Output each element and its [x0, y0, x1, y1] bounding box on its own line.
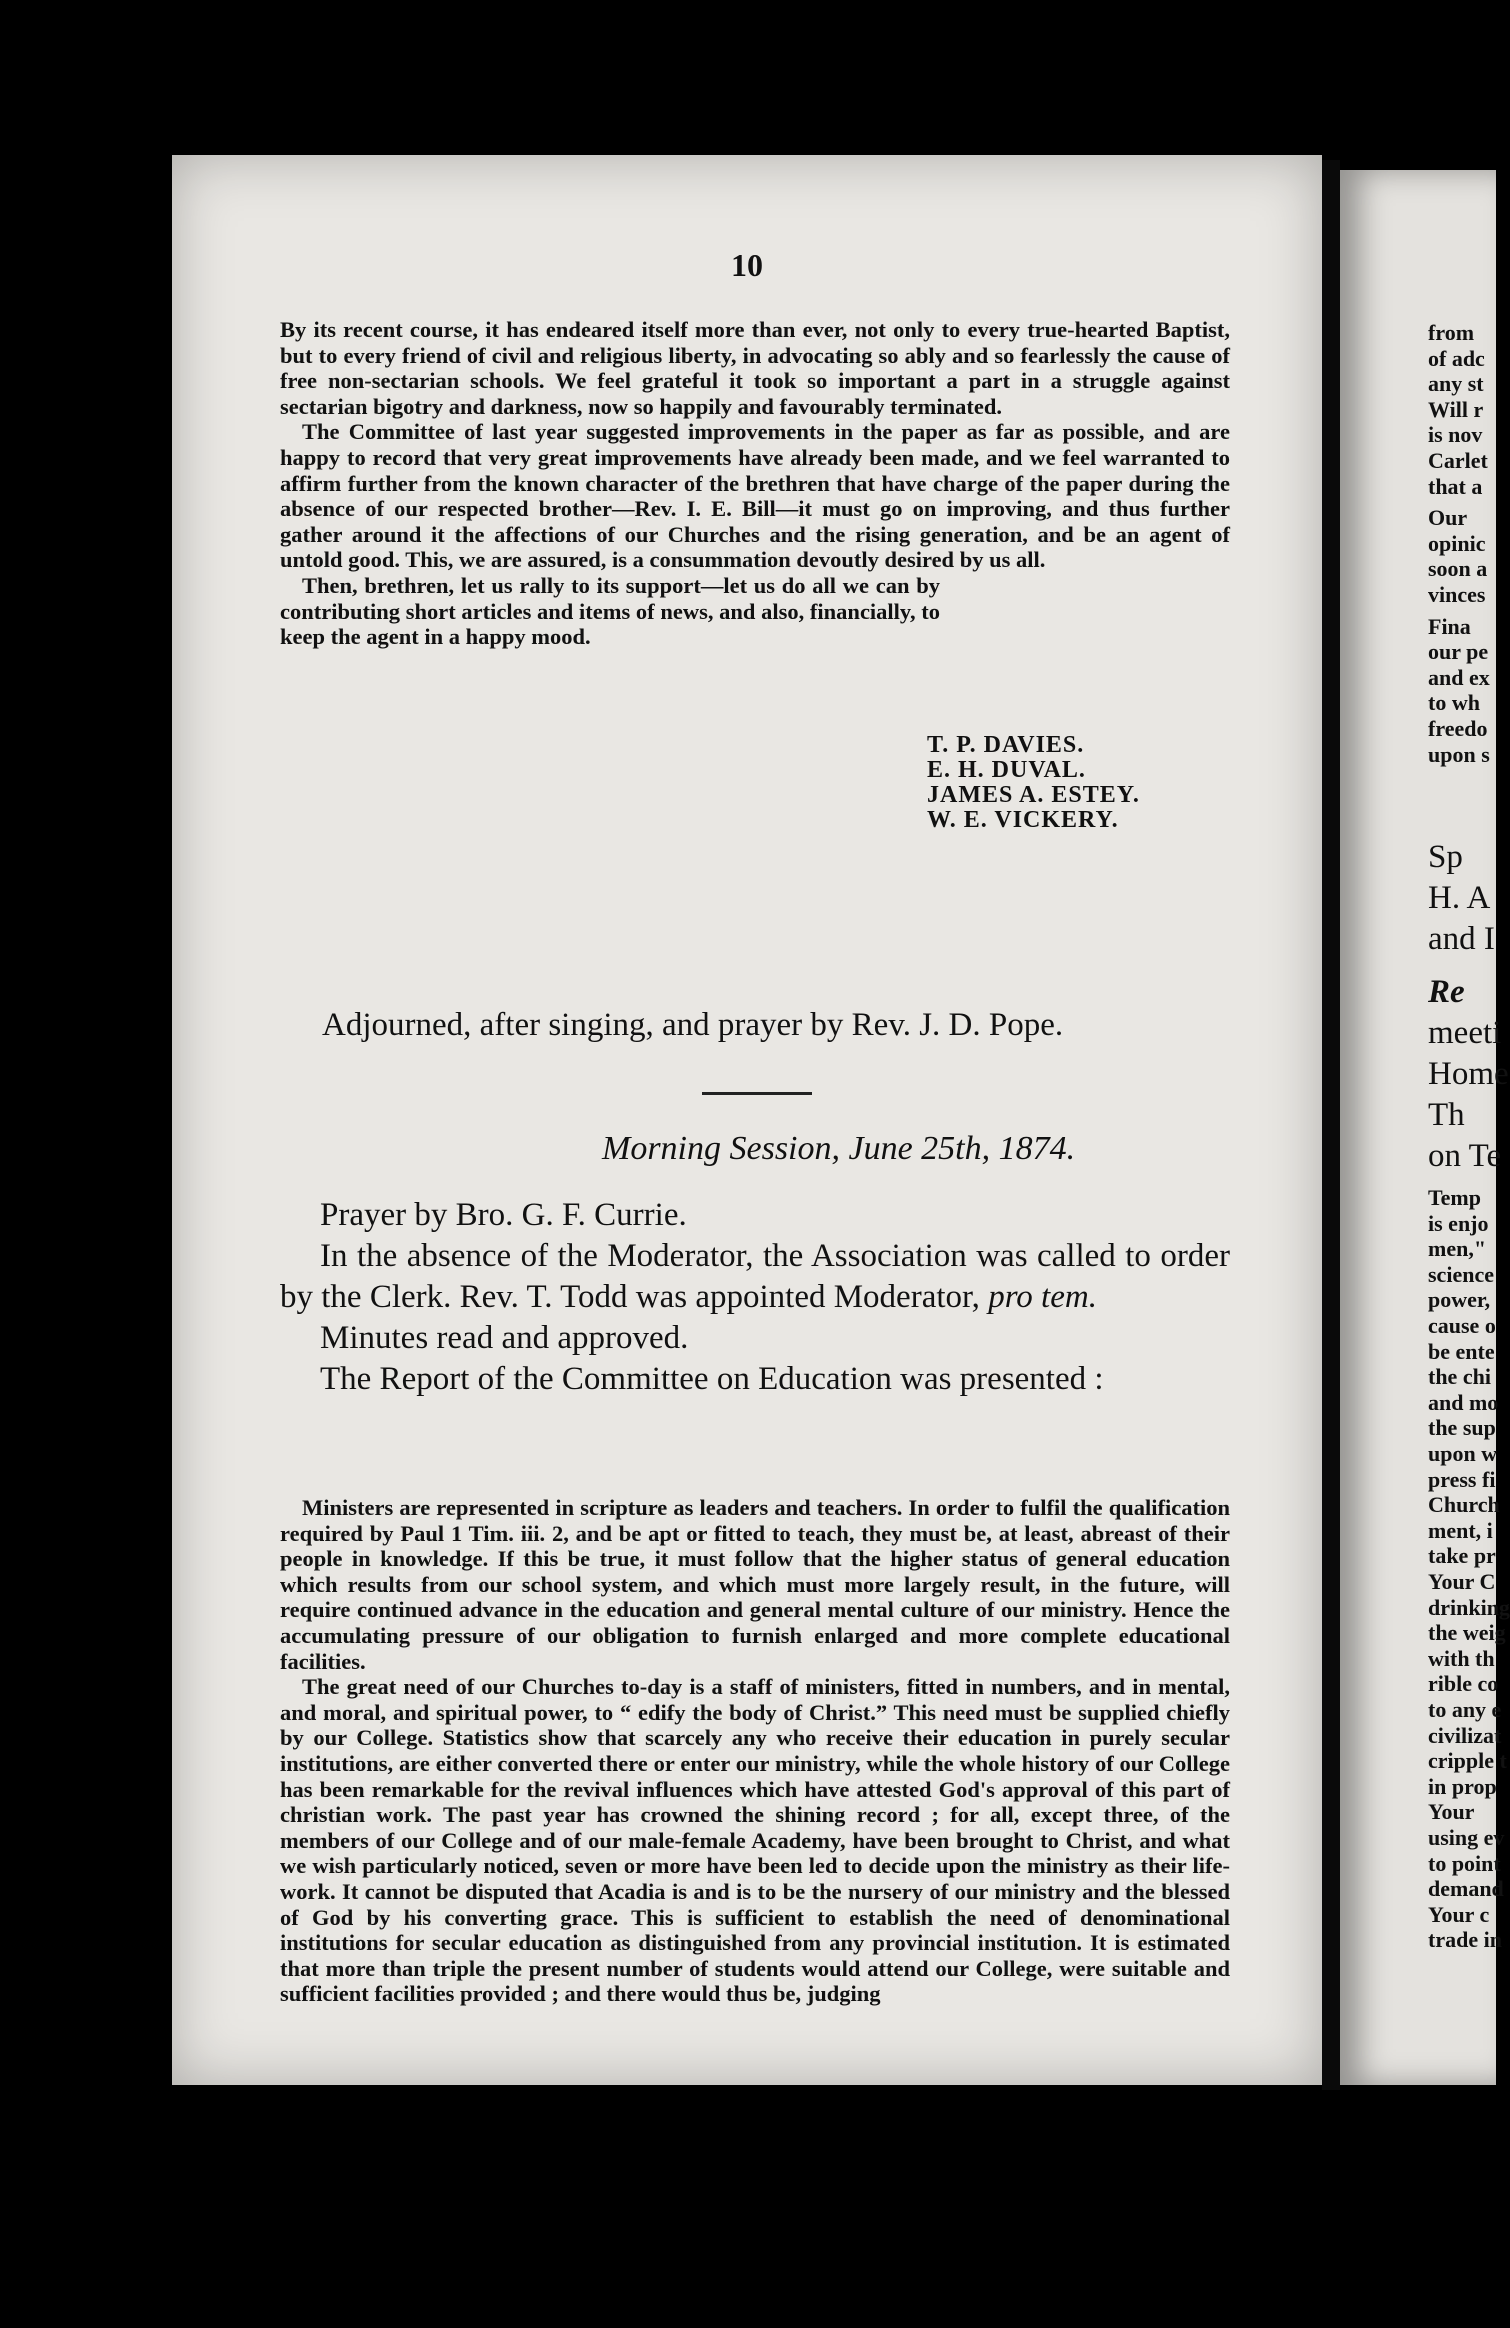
right-fragment-heading [1428, 837, 1510, 960]
education-paragraph: Ministers are represented in scripture as leaders and teachers. In order to fulfil the qualification required by Paul 1 Tim. iii. 2, and be apt or fitted to teach, they must be, at least, abreast of their people in knowledge. If this be true, it must follow that the higher status of general education which results from our school system, and which must more largely result, in the future, will require continued advance in the education and general mental culture of our ministry. Hence the accumulating pressure of our obligation to furnish enlarged and more complete educational facilities. [280, 1495, 1230, 1674]
right-fragment-line: Carlet [1428, 447, 1488, 473]
right-fragment-line: meeti [1428, 1015, 1502, 1052]
right-fragment-line: demand [1428, 1876, 1504, 1902]
right-fragment-line: press fi [1428, 1466, 1496, 1492]
absence-text: In the absence of the Moderator, the Association was called to order by the Clerk. Rev. T. Todd was appointed Moderator, [280, 1238, 1230, 1315]
right-fragment-line: Will r [1428, 396, 1484, 422]
right-fragment-line: the chi [1428, 1364, 1491, 1390]
minutes-line: Minutes read and approved. [320, 1320, 689, 1356]
section-divider [702, 1092, 812, 1095]
right-fragment-heading [1428, 1013, 1510, 1177]
right-fragment-line: upon w [1428, 1441, 1498, 1467]
right-fragment-line: our pe [1428, 639, 1489, 665]
right-fragment-line: and I [1428, 921, 1495, 958]
right-fragment-line: of adc [1428, 345, 1485, 371]
right-fragment-line: trade in [1428, 1927, 1502, 1953]
right-fragment-line: Sp [1428, 839, 1463, 876]
right-fragment-line: with th [1428, 1645, 1495, 1671]
right-fragment-line: Fina [1428, 613, 1471, 639]
right-fragment-line: H. A [1428, 880, 1491, 917]
right-fragment-line: the sup [1428, 1415, 1496, 1441]
right-fragment-line: is enjo [1428, 1210, 1489, 1236]
book-gutter [1322, 160, 1340, 2090]
signer-name: E. H. DUVAL. [927, 757, 1086, 783]
right-fragment-line: civilizat [1428, 1722, 1502, 1748]
right-fragment-block [1428, 320, 1510, 499]
right-fragment-block [1428, 505, 1510, 607]
adjourned-line: Adjourned, after singing, and prayer by Rev. J. D. Pope. [322, 1007, 1064, 1043]
right-fragment-block [1428, 614, 1510, 768]
education-report-block [280, 1495, 1230, 2007]
absence-paragraph [280, 1236, 1230, 1318]
right-fragment-line: from [1428, 320, 1475, 345]
left-page [172, 155, 1322, 2085]
committee-signers [927, 733, 1140, 833]
right-fragment-line: opinic [1428, 530, 1486, 556]
signer-name: T. P. DAVIES. [927, 732, 1085, 758]
right-fragment-line: freedo [1428, 715, 1488, 741]
right-fragment-line: Temp [1428, 1185, 1481, 1211]
right-fragment-line: and ex [1428, 664, 1490, 690]
right-fragment-line: Th [1428, 1097, 1465, 1134]
session-heading: Morning Session, June 25th, 1874. [602, 1130, 1076, 1167]
right-fragment-line: Our [1428, 505, 1468, 531]
session-minutes [280, 1195, 1230, 1400]
right-fragment-line: to any e [1428, 1696, 1502, 1722]
page-number: 10 [731, 247, 763, 283]
right-fragment-line: upon s [1428, 741, 1490, 767]
right-fragment-line: the weig [1428, 1620, 1506, 1646]
education-paragraph: The great need of our Churches to-day is a staff of ministers, fitted in numbers, and in mental, and moral, and spiritual power, to “ edify the body of Christ.” This need must be supplied chiefly by our College. Statistics show that scarcely any who receive their education in purely secular institutions, are either converted there or enter our ministry, while the whole history of our College has been remarkable for the revival influences which have attested God's approval of this part of christian work. The past year has crowned the shining record ; for all, except three, of the members of our College and of our male-female Academy, have been brought to Christ, and what we wish particularly noticed, seven or more have been led to decide upon the ministry as their life-work. It cannot be disputed that Acadia is and is to be the nursery of our ministry and the blessed of God by his converting grace. This is sufficient to establish the need of denominational institutions for secular education as distinguished from any provincial institution. It is estimated that more than triple the present number of students would attend our College, were suitable and sufficient facilities provided ; and there would thus be, judging [280, 1674, 1230, 2007]
right-fragment-line: vinces [1428, 581, 1486, 607]
right-fragment-line: ment, i [1428, 1517, 1493, 1543]
signer-name: W. E. VICKERY. [927, 807, 1119, 833]
signer-name: JAMES A. ESTEY. [927, 782, 1140, 808]
right-fragment-line: soon a [1428, 556, 1488, 582]
right-fragment-italic: Re [1428, 974, 1465, 1011]
report-paragraph: The Committee of last year suggested improvements in the paper as far as possible, and are happy to record that very great improvements have already been made, and we feel warranted to affirm further from the known character of the brethren that have charge of the paper during the absence of our respected brother—Rev. I. E. Bill—it must go on improving, and thus further gather around it the affections of our Churches and the rising generation, and be an agent of untold good. This, we are assured, is a consummation devoutly desired by us all. [280, 419, 1230, 573]
right-fragment-line: men," [1428, 1236, 1487, 1262]
right-fragment-line: Home [1428, 1056, 1509, 1093]
prayer-line: Prayer by Bro. G. F. Currie. [320, 1197, 687, 1233]
right-fragment-line: cause o [1428, 1313, 1496, 1339]
right-fragment-line: Church [1428, 1492, 1500, 1518]
right-page-column [1428, 320, 1510, 1953]
right-fragment-line: on Te [1428, 1138, 1502, 1175]
report-paragraph: By its recent course, it has endeared itself more than ever, not only to every true-hearted Baptist, but to every friend of civil and religious liberty, in advocating so ably and so fearlessly the cause of free non-sectarian schools. We feel grateful it took so important a part in a struggle against sectarian bigotry and darkness, now so happily and favourably terminated. [280, 317, 1230, 419]
right-fragment-line: drinking [1428, 1594, 1510, 1620]
right-fragment-line: to point [1428, 1850, 1501, 1876]
right-fragment-line: power, [1428, 1287, 1491, 1313]
right-page-edge [1340, 170, 1510, 2085]
right-fragment-line: cripple t [1428, 1748, 1507, 1774]
right-fragment-block [1428, 1185, 1510, 1953]
education-intro: The Report of the Committee on Education was presented : [320, 1361, 1104, 1397]
report-paragraph: Then, brethren, let us rally to its support—let us do all we can by contributing short articles and items of news, and also, financially, to keep the agent in a happy mood. [280, 572, 940, 650]
right-fragment-line: rible co [1428, 1671, 1499, 1697]
right-fragment-line: any st [1428, 371, 1484, 397]
pro-tem: pro tem. [988, 1279, 1097, 1315]
right-fragment-line: Your c [1428, 1901, 1490, 1927]
right-fragment-line: science [1428, 1261, 1494, 1287]
right-fragment-line: take pr [1428, 1543, 1496, 1569]
right-fragment-line: is nov [1428, 422, 1483, 448]
right-fragment-line: and mo [1428, 1389, 1499, 1415]
right-fragment-line: in prop [1428, 1773, 1497, 1799]
right-fragment-line: using ev [1428, 1824, 1505, 1850]
right-fragment-line: that a [1428, 473, 1483, 499]
right-fragment-line: to wh [1428, 690, 1480, 716]
right-fragment-line: be ente [1428, 1338, 1495, 1364]
newspaper-report-block [280, 317, 1230, 650]
right-fragment-line: Your C [1428, 1569, 1496, 1594]
right-fragment-line: Your [1428, 1799, 1475, 1825]
